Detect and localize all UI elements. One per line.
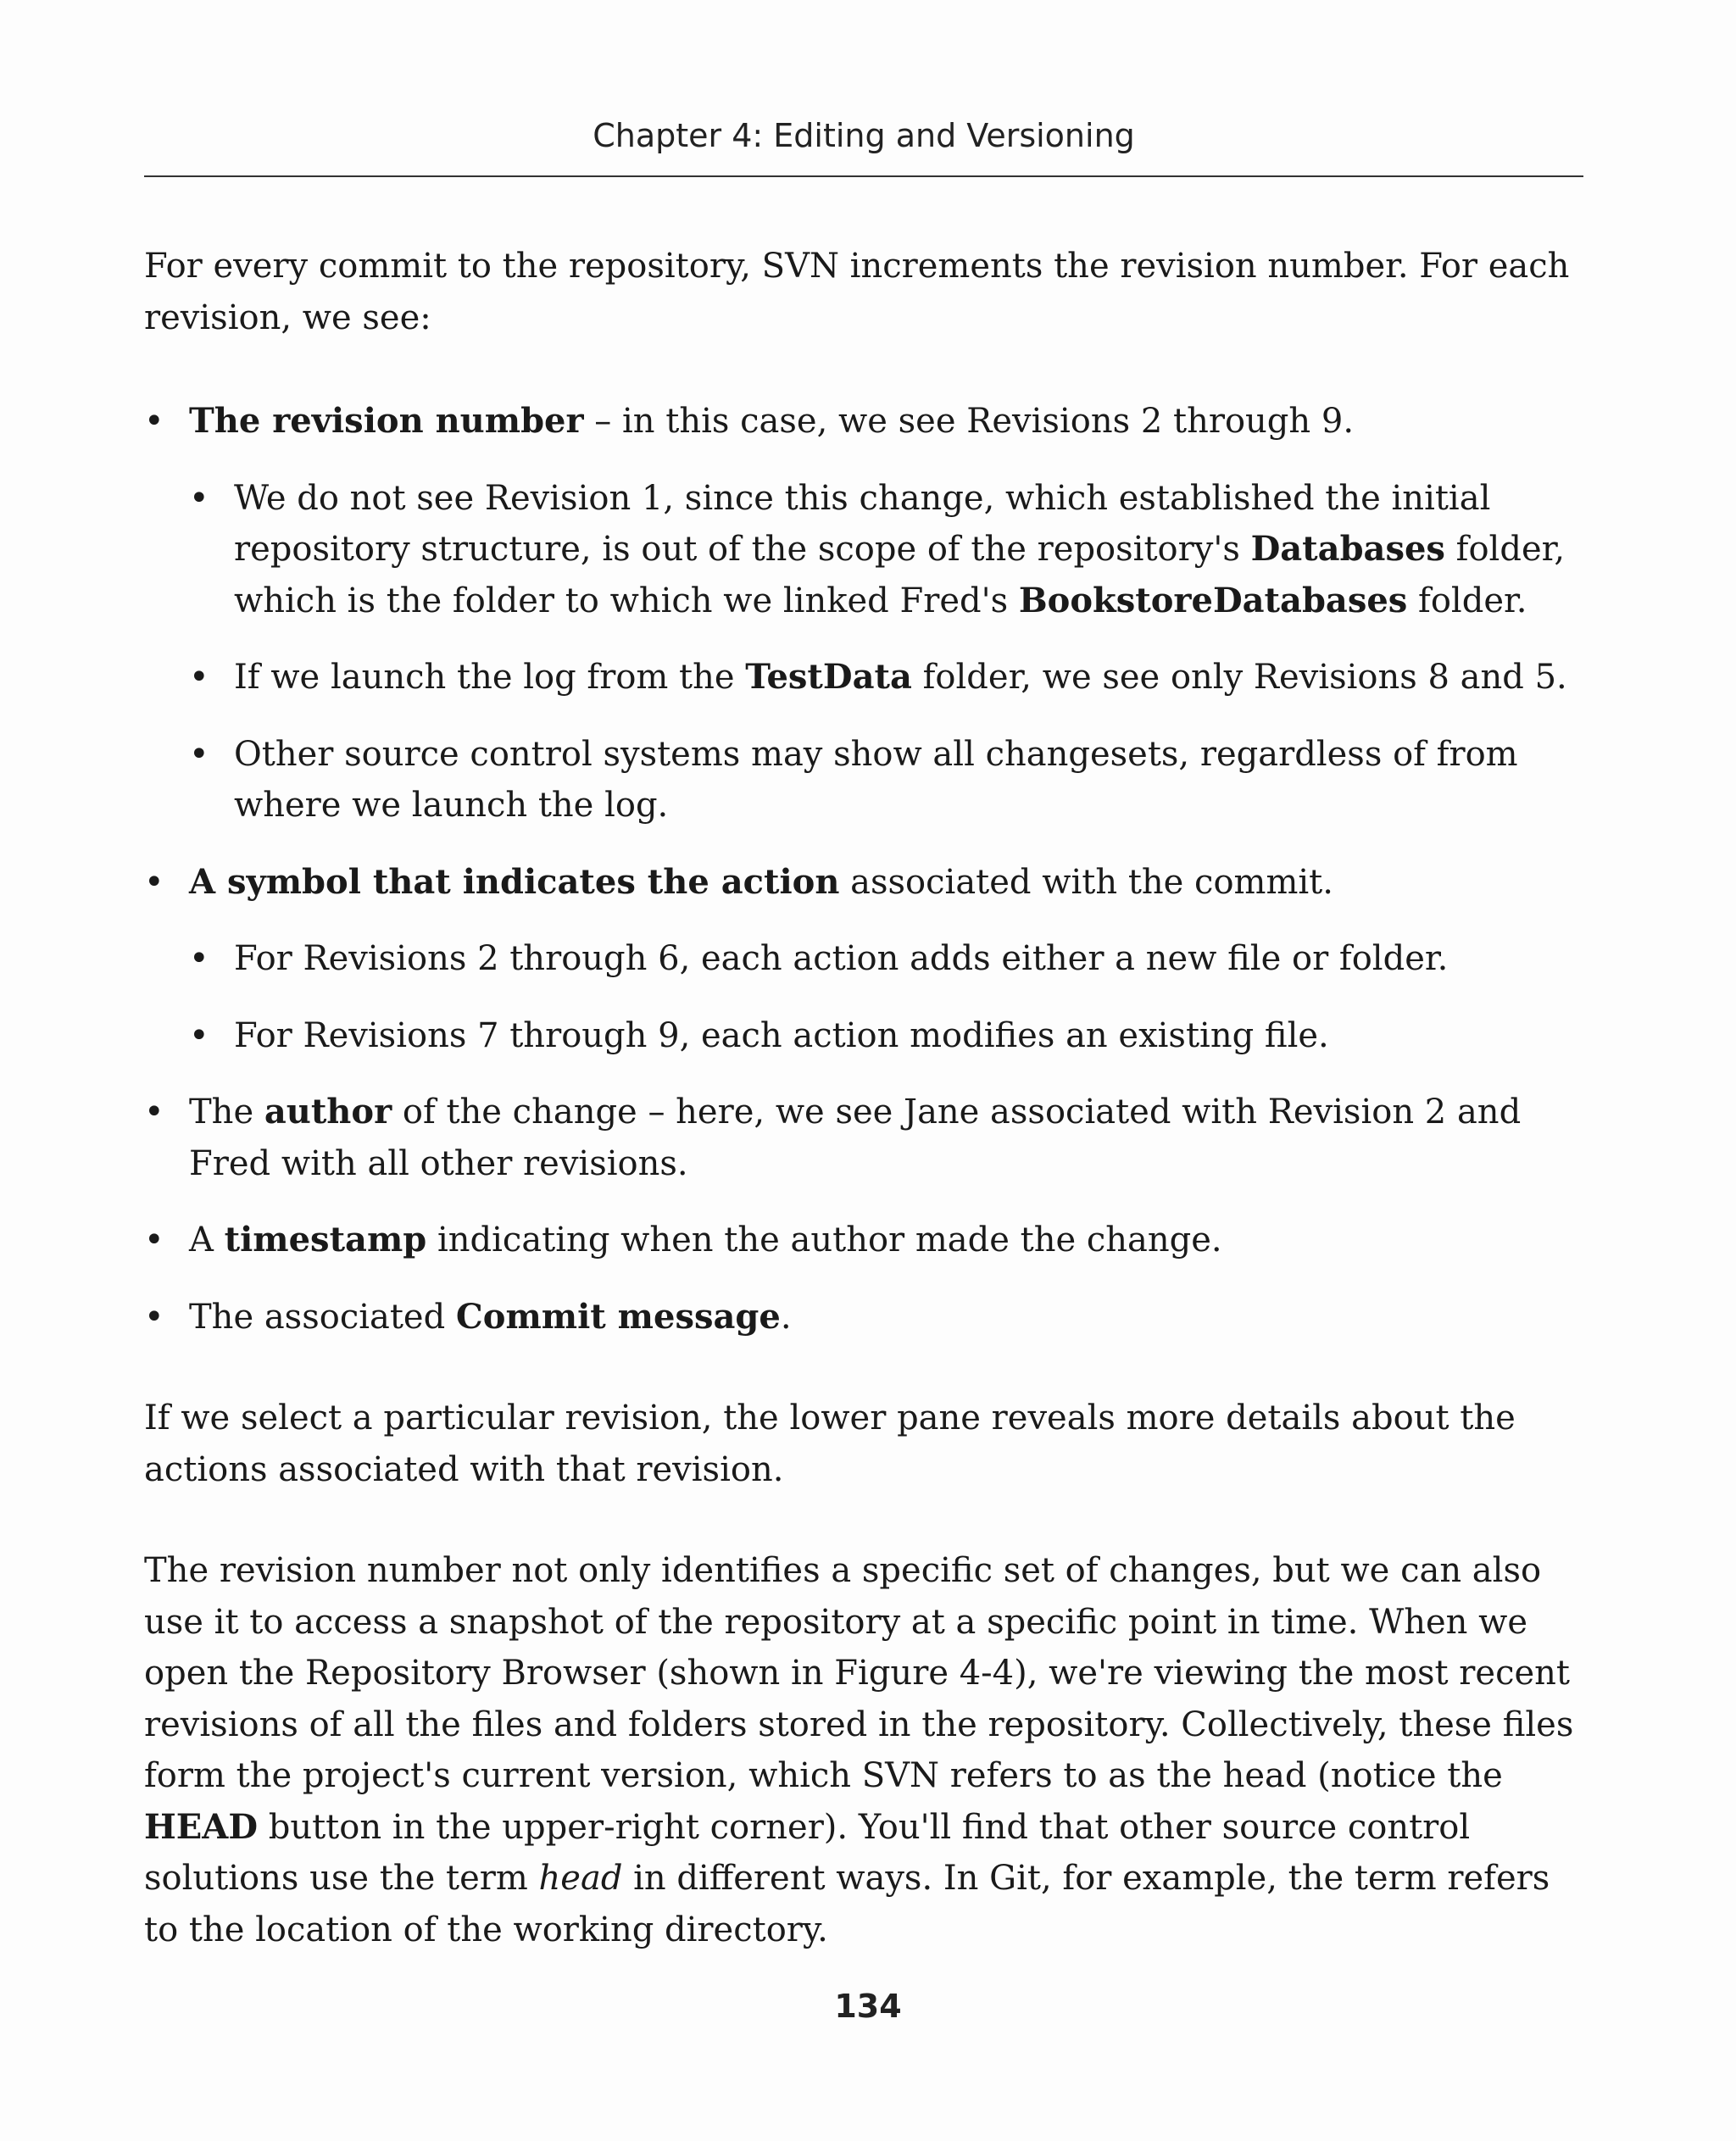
revision-details-list <box>144 396 1588 1343</box>
term-databases: Databases <box>1250 529 1445 569</box>
term-testdata: TestData <box>745 657 912 697</box>
sub-item-revision-1: • We do not see Revision 1, since this change, which established the initial repository structure, is out of the scope of the repository's Databases folder, which is the folder to which we linked Fred's BookstoreDatabases folder. <box>189 473 1588 627</box>
term-commit-message: Commit message <box>455 1296 781 1337</box>
page-number: 134 <box>834 1988 902 2025</box>
list-item-commit-message: • The associated Commit message. <box>144 1292 1588 1343</box>
page-body <box>144 241 1588 2005</box>
term-head-button: HEAD <box>144 1806 259 1847</box>
header-rule <box>144 175 1583 177</box>
intro-paragraph: For every commit to the repository, SVN increments the revision number. For each revision, we see: <box>144 247 1570 337</box>
lower-pane-paragraph: If we select a particular revision, the lower pane reveals more details about the actions associated with that revision. <box>144 1399 1516 1489</box>
list-item-action-symbol: • A symbol that indicates the action associated with the commit. • For Revisions 2 through 6, each action adds either a new file or folder. • For Revisions 7 through 9, each action modifies an existing file. <box>144 857 1588 1062</box>
sub-item-adds: • For Revisions 2 through 6, each action adds either a new file or folder. <box>189 933 1588 985</box>
head-paragraph: The revision number not only identifies a specific set of changes, but we can also use it to access a snapshot of the repository at a specific point in time. When we open the Repository Browser (shown in Figure 4-4), we're viewing the most recent revisions of all the files and folders stored in the repository. Collectively, these files form the project's current version, which SVN refers to as the head (notice the HEAD button in the upper-right corner). You'll find that other source control solutions use the term head in different ways. In Git, for example, the term refers to the location of the working directory. <box>144 1551 1574 1949</box>
term-head-italic: head <box>538 1859 623 1898</box>
list-item-revision-number: • The revision number – in this case, we see Revisions 2 through 9. • We do not see Revision 1, since this change, which established the initial repository structure, is out of the scope of the repository's Databases folder, which is the folder to which we linked Fred's BookstoreDatabases folder. • If we launch the log from the TestData folder, we see only Revisions 8 and 5. • Other source control systems may show all changesets, regardless of from where we launch the log. <box>144 396 1588 831</box>
sub-item-other-systems: • Other source control systems may show all changesets, regardless of from where we launch the log. <box>189 729 1588 831</box>
term-author: author <box>264 1092 392 1132</box>
term-timestamp: timestamp <box>224 1220 427 1260</box>
revision-number-sublist <box>189 473 1588 831</box>
action-symbol-sublist <box>189 933 1588 1061</box>
sub-item-modifies: • For Revisions 7 through 9, each action modifies an existing file. <box>189 1010 1588 1062</box>
list-item-timestamp: • A timestamp indicating when the author made the change. <box>144 1215 1588 1266</box>
list-item-author: • The author of the change – here, we see Jane associated with Revision 2 and Fred with all other revisions. <box>144 1087 1588 1189</box>
term-revision-number: The revision number <box>189 401 584 441</box>
term-action-symbol: A symbol that indicates the action <box>189 861 840 902</box>
sub-item-testdata: • If we launch the log from the TestData folder, we see only Revisions 8 and 5. <box>189 652 1588 703</box>
term-bookstore-databases: BookstoreDatabases <box>1018 580 1408 620</box>
running-head: Chapter 4: Editing and Versioning <box>593 117 1135 154</box>
